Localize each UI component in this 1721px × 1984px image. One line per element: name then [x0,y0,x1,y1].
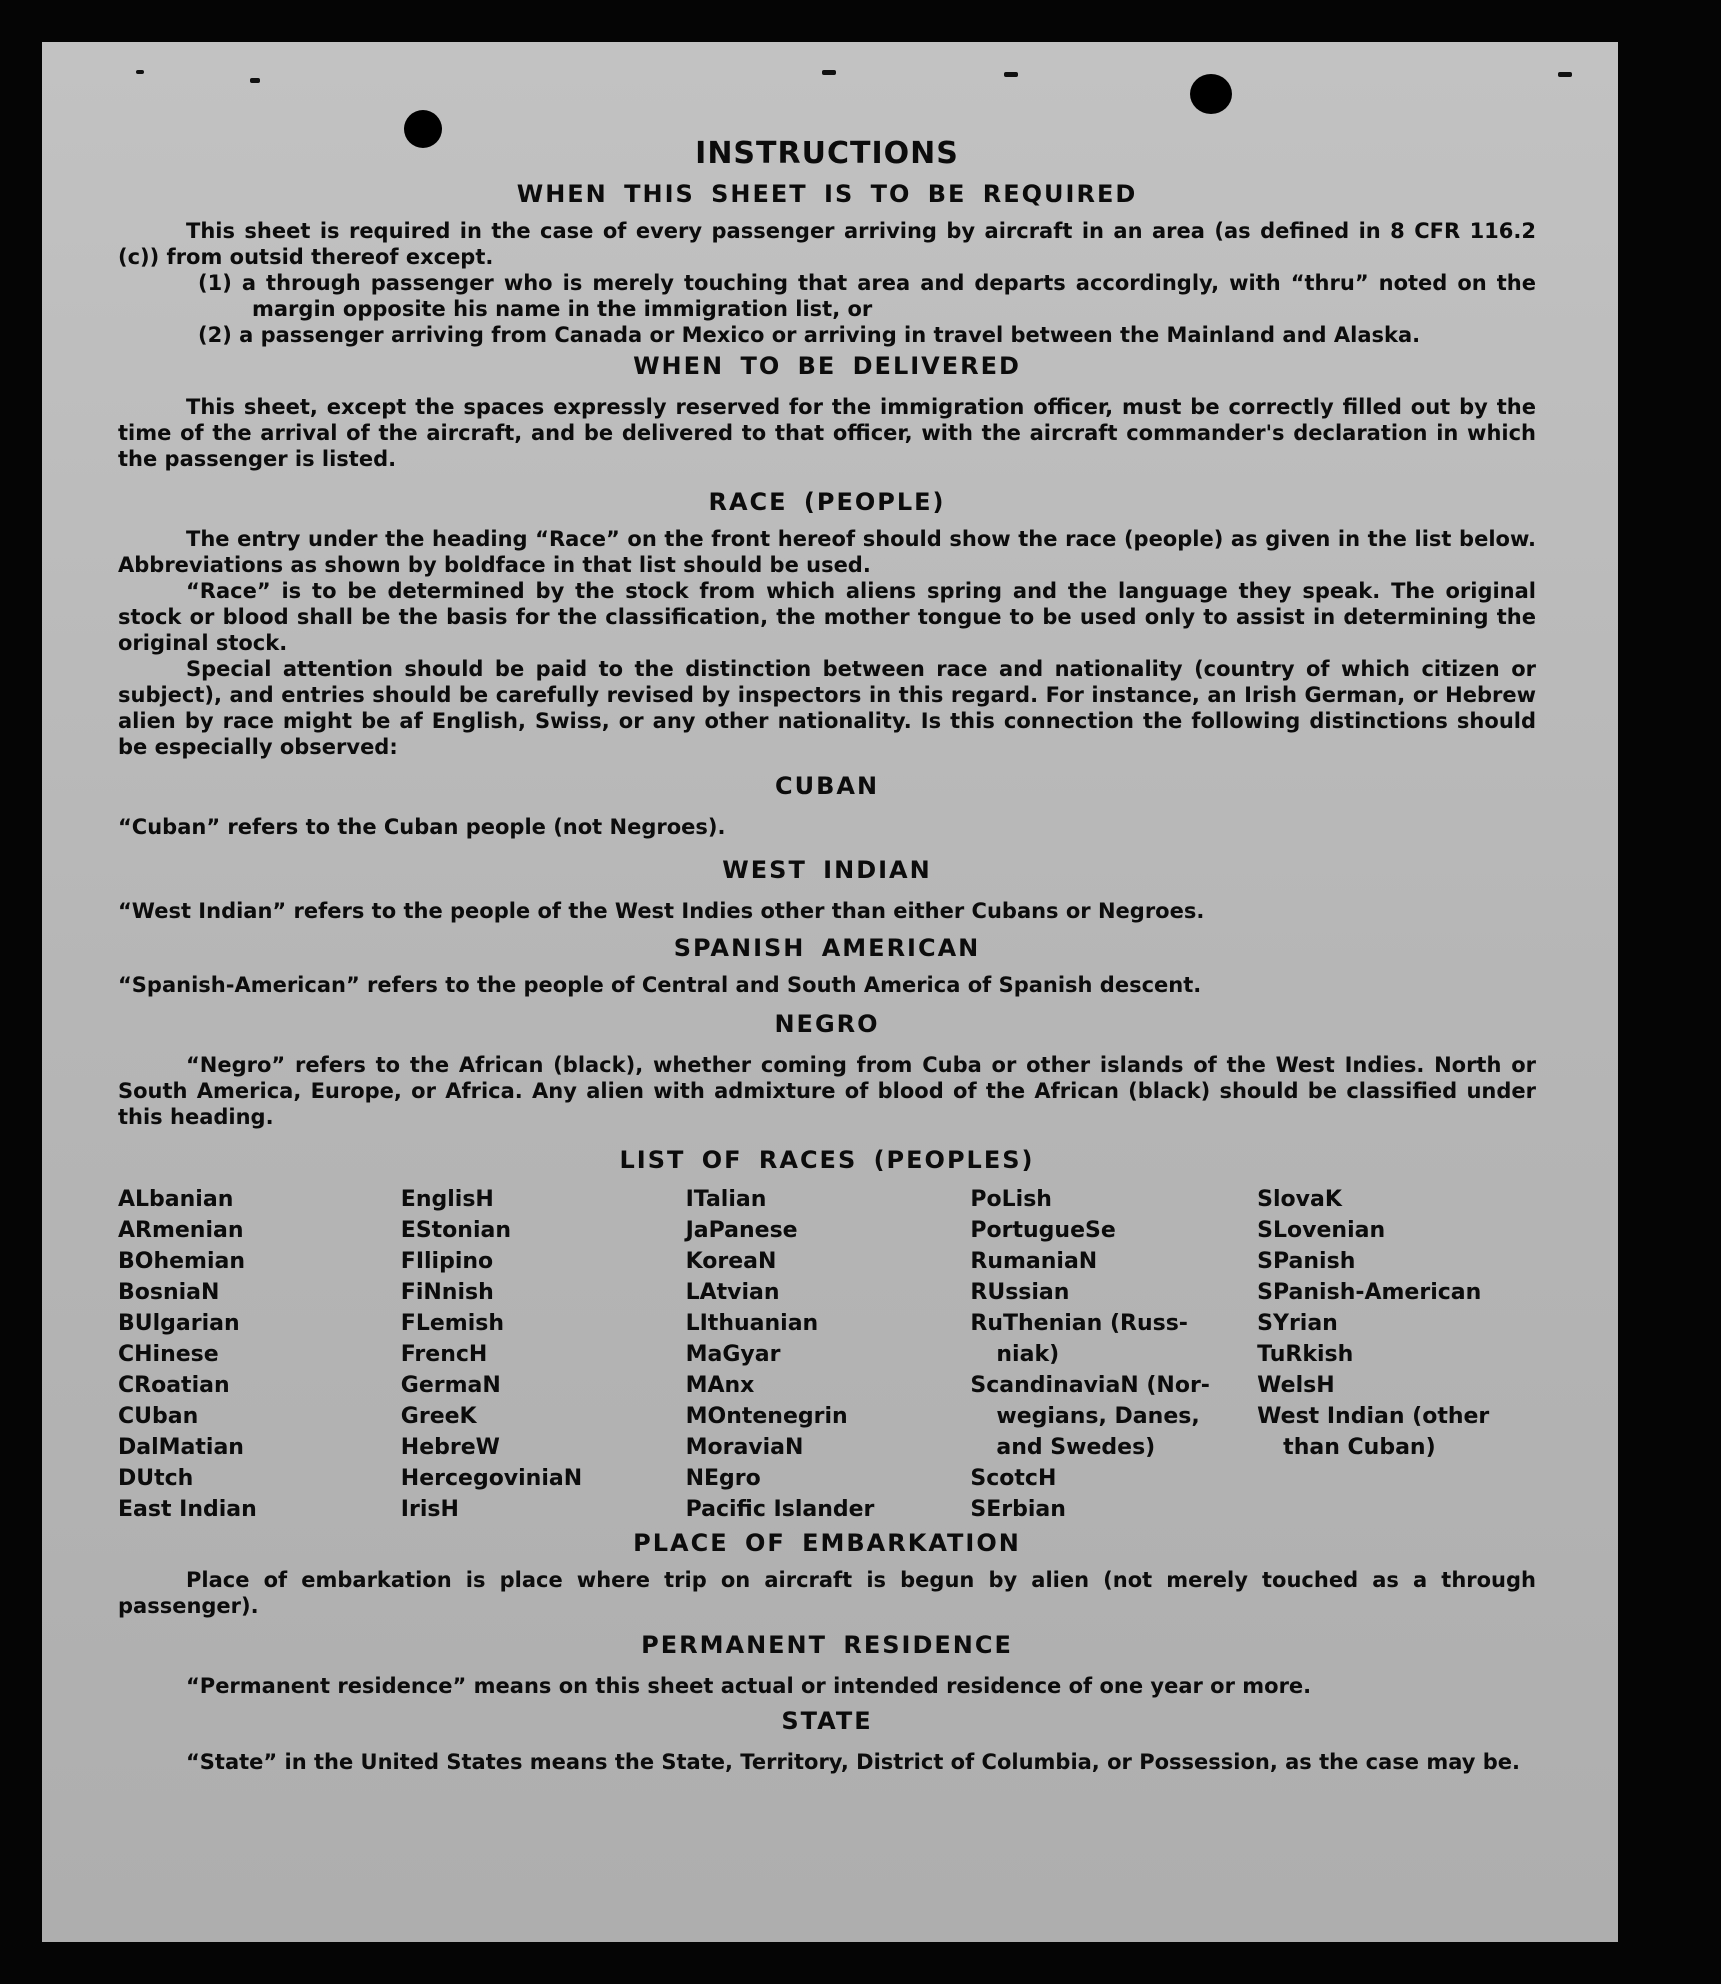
embarkation-text: Place of embarkation is place where trip on aircraft is begun by alien (not merely touched as a through passenger). [118,1568,1536,1618]
race-item: Pacific Islander [685,1497,875,1522]
punch-hole [1190,74,1232,114]
race-item: SErbian [970,1497,1066,1522]
race-item: ALbanian [118,1187,234,1212]
heading-residence: PERMANENT RESIDENCE [641,1631,1013,1659]
heading-race: RACE (PEOPLE) [708,488,946,516]
negro-text: “Negro” refers to the African (black), whether coming from Cuba or other islands of the West Indies. North or South America, Europe, or Africa. Any alien with admixture of blood of the African (black) should be classified under this heading. [118,1053,1536,1129]
races-column-5 [1257,1184,1536,1525]
scan-mark [822,70,836,75]
delivered-text: This sheet, except the spaces expressly reserved for the immigration officer, must be correctly filled out by the time of the arrival of the aircraft, and be delivered to that officer, with the aircraft commander's declaration in which the passenger is listed. [118,395,1536,471]
heading-cuban: CUBAN [774,772,880,800]
race-item: DUtch [118,1466,194,1491]
race-item: SLovenian [1257,1218,1386,1243]
punch-hole [404,110,442,148]
races-column-4 [970,1184,1257,1525]
heading-west-indian: WEST INDIAN [722,856,932,884]
heading-negro: NEGRO [774,1010,880,1038]
race-item: HercegoviniaN [400,1466,583,1491]
race-item-continued: and Swedes) [996,1435,1156,1460]
races-column-3 [686,1184,971,1525]
race-item: ARmenian [118,1218,244,1243]
race-item: MOntenegrin [685,1404,848,1429]
race-item: RUssian [970,1280,1070,1305]
scan-mark [1558,72,1572,77]
instructions-title: INSTRUCTIONS [695,136,959,171]
race-item: MoraviaN [685,1435,804,1460]
west-indian-text: “West Indian” refers to the people of the West Indies other than either Cubans or Negroes. [118,899,1205,923]
race-item: West Indian (other [1257,1404,1490,1429]
race-item: JaPanese [685,1218,798,1243]
race-item: PortugueSe [970,1218,1116,1243]
race-item: SPanish [1257,1249,1356,1274]
race-paragraph-2: “Race” is to be determined by the stock from which aliens spring and the language they speak. The original stock or blood shall be the basis for the classification, the mother tongue to be used only to assist in determining the original stock. [118,579,1536,655]
race-paragraph-3: Special attention should be paid to the distinction between race and nationality (country of which citizen or subject), and entries should be carefully revised by inspectors in this regard. For instance, an Irish German, or Hebrew alien by race might be af English, Swiss, or any other nationality. Is this connection the following distinctions should be especially observed: [118,657,1536,759]
heading-spanish-american: SPANISH AMERICAN [673,934,981,962]
residence-text: “Permanent residence” means on this sheet actual or intended residence of one year or more. [186,1674,1312,1698]
race-item: DalMatian [118,1435,244,1460]
race-item: SYrian [1257,1311,1338,1336]
required-item-2: (2) a passenger arriving from Canada or Mexico or arriving in travel between the Mainland and Alaska. [198,323,1421,347]
race-item: BOhemian [118,1249,246,1274]
required-item-1: (1) a through passenger who is merely touching that area and departs accordingly, with “thru” noted on the margin opposite his name in the immigration list, or [198,271,1536,321]
race-item: IrisH [400,1497,459,1522]
race-item: EnglisH [400,1187,494,1212]
race-item: ITalian [685,1187,767,1212]
race-item: CHinese [118,1342,219,1367]
race-item: SlovaK [1257,1187,1342,1212]
race-item-continued: wegians, Danes, [996,1404,1200,1429]
race-paragraph-1: The entry under the heading “Race” on the front hereof should show the race (people) as given in the list below. Abbreviations as shown by boldface in that list should be used. [118,527,1536,577]
heading-embarkation: PLACE OF EMBARKATION [633,1529,1021,1557]
race-item: EStonian [400,1218,512,1243]
race-item: FrencH [400,1342,488,1367]
race-item: FLemish [400,1311,504,1336]
scan-mark [1004,72,1018,77]
race-item: CRoatian [118,1373,230,1398]
heading-list-of-races: LIST OF RACES (PEOPLES) [619,1146,1035,1174]
race-item: TuRkish [1257,1342,1354,1367]
race-item: MAnx [685,1373,755,1398]
race-item: HebreW [400,1435,500,1460]
race-item: ScandinaviaN (Nor- [970,1373,1210,1398]
races-list [118,1184,1536,1525]
race-item: NEgro [685,1466,761,1491]
cuban-text: “Cuban” refers to the Cuban people (not Negroes). [118,815,726,839]
scan-mark [250,78,260,83]
scan-mark [136,70,144,74]
spanish-american-text: “Spanish-American” refers to the people of Central and South America of Spanish descent. [118,973,1202,997]
races-column-1 [118,1184,401,1525]
heading-required: WHEN THIS SHEET IS TO BE REQUIRED [516,180,1138,208]
race-item: MaGyar [685,1342,781,1367]
heading-delivered: WHEN TO BE DELIVERED [633,352,1021,380]
race-item: BosniaN [118,1280,220,1305]
race-item: ScotcH [970,1466,1057,1491]
race-item: SPanish-American [1257,1280,1482,1305]
state-text: “State” in the United States means the State, Territory, District of Columbia, or Possession, as the case may be. [186,1750,1520,1774]
document-page [42,42,1618,1942]
race-item: WelsH [1257,1373,1335,1398]
race-item: GreeK [400,1404,477,1429]
races-column-2 [401,1184,686,1525]
race-item: CUban [118,1404,199,1429]
race-item: FIlipino [400,1249,494,1274]
race-item: RuThenian (Russ- [970,1311,1188,1336]
race-item: East Indian [118,1497,257,1522]
race-item: RumaniaN [970,1249,1098,1274]
heading-state: STATE [781,1707,873,1735]
race-item: LAtvian [685,1280,780,1305]
race-item-continued: niak) [996,1342,1060,1367]
race-item: GermaN [400,1373,501,1398]
race-item: LIthuanian [685,1311,819,1336]
race-item: KoreaN [685,1249,777,1274]
race-item: BUlgarian [118,1311,240,1336]
required-intro: This sheet is required in the case of every passenger arriving by aircraft in an area (as defined in 8 CFR 116.2 (c)) from outsid thereof except. [118,219,1536,269]
race-item-continued: than Cuban) [1283,1435,1436,1460]
race-item: PoLish [970,1187,1052,1212]
race-item: FiNnish [400,1280,494,1305]
